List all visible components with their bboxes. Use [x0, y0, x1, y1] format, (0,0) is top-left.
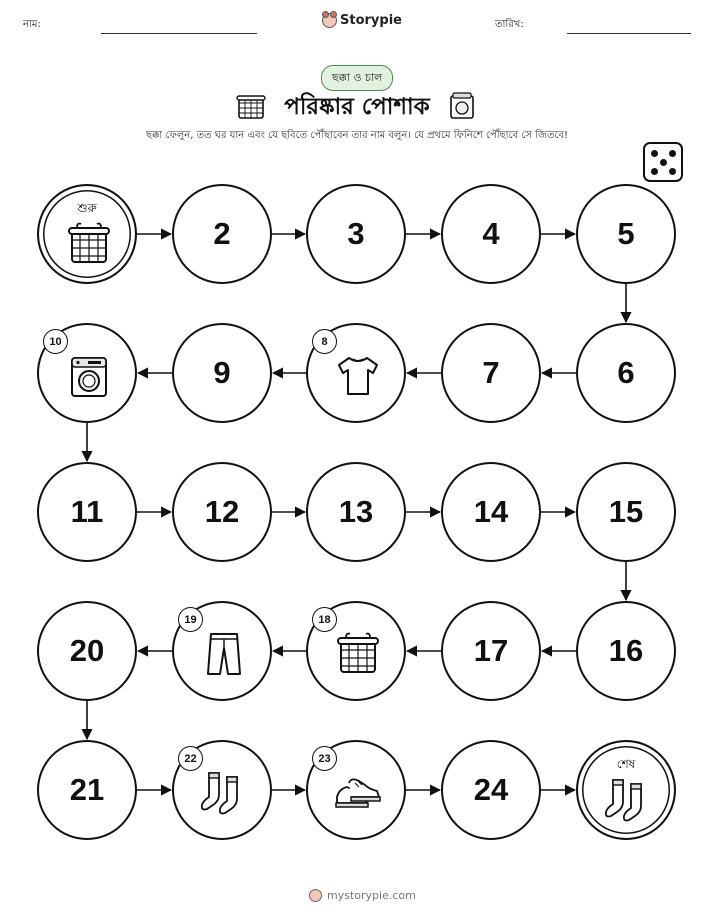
socks-icon: [603, 774, 653, 824]
number-cell: [37, 462, 137, 562]
cell-number: 9: [213, 355, 231, 390]
start-label: শুরু: [77, 201, 97, 215]
cell-number: 13: [338, 494, 374, 529]
number-cell: [441, 323, 541, 423]
pants-icon: [199, 628, 249, 678]
cell-number-badge: 22: [178, 746, 203, 771]
cell-number: 4: [482, 216, 500, 251]
name-label: নাম:: [23, 19, 41, 30]
cell-number-badge: 8: [312, 329, 337, 354]
washing-machine-icon: [64, 350, 114, 400]
cell-number: 15: [608, 494, 644, 529]
instructions: ছক্কা ফেলুন, তত ঘর যান এবং যে ছবিতে পৌঁছাবেন তার নাম বলুন। যে প্রথমে ফিনিশে পৌঁছাবে সে জিতবে!: [145, 130, 569, 141]
number-cell: [172, 462, 272, 562]
number-cell: [37, 740, 137, 840]
cell-number: 17: [473, 633, 509, 668]
number-cell: [441, 740, 541, 840]
cell-number: 3: [347, 216, 365, 251]
number-cell: [576, 323, 676, 423]
cell-number: 6: [617, 355, 635, 390]
tshirt-icon: [333, 350, 383, 400]
number-cell: [441, 462, 541, 562]
cell-number: 5: [617, 216, 635, 251]
brand-name: Storypie: [340, 13, 402, 28]
sneakers-icon: [333, 767, 383, 817]
cell-number: 11: [70, 494, 104, 529]
cell-number: 2: [213, 216, 231, 251]
cell-number-badge: 19: [178, 607, 203, 632]
cell-number-badge: 23: [312, 746, 337, 771]
cell-number: 21: [69, 772, 105, 807]
basket-icon: [333, 628, 383, 678]
footer-url: mystorypie.com: [327, 889, 416, 902]
start-cell: [37, 184, 137, 284]
cell-number: 12: [204, 494, 240, 529]
page-title: পরিষ্কার পোশাক: [284, 94, 430, 120]
cell-number: 14: [473, 494, 509, 529]
number-cell: [576, 601, 676, 701]
game-type-badge: ছক্কা ও চাল: [321, 65, 393, 91]
cell-number-badge: 18: [312, 607, 337, 632]
bear-icon: [309, 889, 322, 902]
date-label: তারিখ:: [495, 19, 524, 30]
number-cell: [306, 184, 406, 284]
finish-label: শেষ: [616, 757, 636, 771]
number-cell: [172, 184, 272, 284]
number-cell: [441, 601, 541, 701]
basket-icon: [64, 218, 114, 268]
finish-cell: [576, 740, 676, 840]
socks-icon: [199, 767, 249, 817]
cell-number: 16: [608, 633, 644, 668]
number-cell: [576, 184, 676, 284]
footer: [309, 889, 416, 902]
number-cell: [441, 184, 541, 284]
number-cell: [306, 462, 406, 562]
cell-number: 20: [69, 633, 105, 668]
number-cell: [576, 462, 676, 562]
number-cell: [37, 601, 137, 701]
cell-number: 7: [482, 355, 500, 390]
cell-number-badge: 10: [43, 329, 68, 354]
cell-number: 24: [473, 772, 509, 807]
number-cell: [172, 323, 272, 423]
